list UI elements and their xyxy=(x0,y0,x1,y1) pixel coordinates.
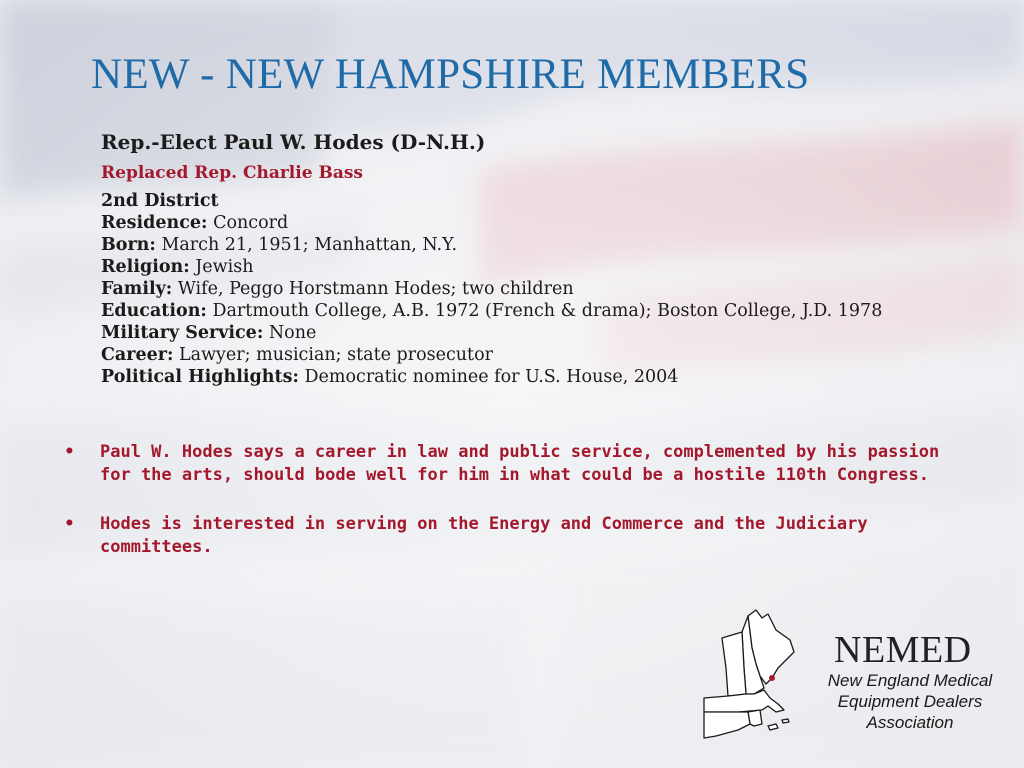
fact-label: Residence: xyxy=(101,213,208,233)
logo-line: Equipment Dealers xyxy=(837,692,983,711)
logo-name: NEMED xyxy=(834,629,972,671)
fact-religion xyxy=(101,256,981,278)
logo-subtitle xyxy=(810,670,1010,733)
fact-residence xyxy=(101,212,981,234)
member-name: Rep.-Elect Paul W. Hodes (D-N.H.) xyxy=(101,130,486,154)
fact-family xyxy=(101,278,981,300)
bullet-list xyxy=(60,441,965,559)
fact-value: Concord xyxy=(213,213,289,233)
fact-value: Wife, Peggo Horstmann Hodes; two children xyxy=(177,279,574,299)
replaced-note: Replaced Rep. Charlie Bass xyxy=(101,163,363,183)
new-england-map-icon xyxy=(698,608,810,754)
fact-label: Religion: xyxy=(101,257,190,277)
bullet-item xyxy=(60,513,965,559)
fact-label: Family: xyxy=(101,279,173,299)
fact-value: Democratic nominee for U.S. House, 2004 xyxy=(304,367,679,387)
bullet-icon: • xyxy=(64,514,75,534)
district-label: 2nd District xyxy=(101,191,219,211)
logo-line: Association xyxy=(866,713,954,732)
fact-value: Jewish xyxy=(195,257,254,277)
fact-education xyxy=(101,300,981,322)
bullet-text: Hodes is interested in serving on the Energy and Commerce and the Judiciary committees. xyxy=(100,514,868,557)
fact-military xyxy=(101,322,981,344)
fact-label: Born: xyxy=(101,235,156,255)
bullet-item xyxy=(60,441,965,487)
fact-label: Education: xyxy=(101,301,207,321)
bullet-icon: • xyxy=(64,442,75,462)
fact-born xyxy=(101,234,981,256)
fact-career xyxy=(101,344,981,366)
district-line xyxy=(101,190,981,212)
fact-political xyxy=(101,366,981,388)
member-facts xyxy=(101,190,981,388)
fact-value: Dartmouth College, A.B. 1972 (French & drama); Boston College, J.D. 1978 xyxy=(212,301,883,321)
fact-value: Lawyer; musician; state prosecutor xyxy=(179,345,493,365)
fact-value: None xyxy=(268,323,317,343)
logo-line: New England Medical xyxy=(827,671,993,690)
fact-label: Political Highlights: xyxy=(101,367,299,387)
slide-title: NEW - NEW HAMPSHIRE MEMBERS xyxy=(91,51,810,98)
fact-label: Career: xyxy=(101,345,174,365)
fact-label: Military Service: xyxy=(101,323,264,343)
fact-value: March 21, 1951; Manhattan, N.Y. xyxy=(161,235,458,255)
bullet-text: Paul W. Hodes says a career in law and public service, complemented by his passion for the arts, should bode well for him in what could be a hostile 110th Congress. xyxy=(100,442,940,485)
